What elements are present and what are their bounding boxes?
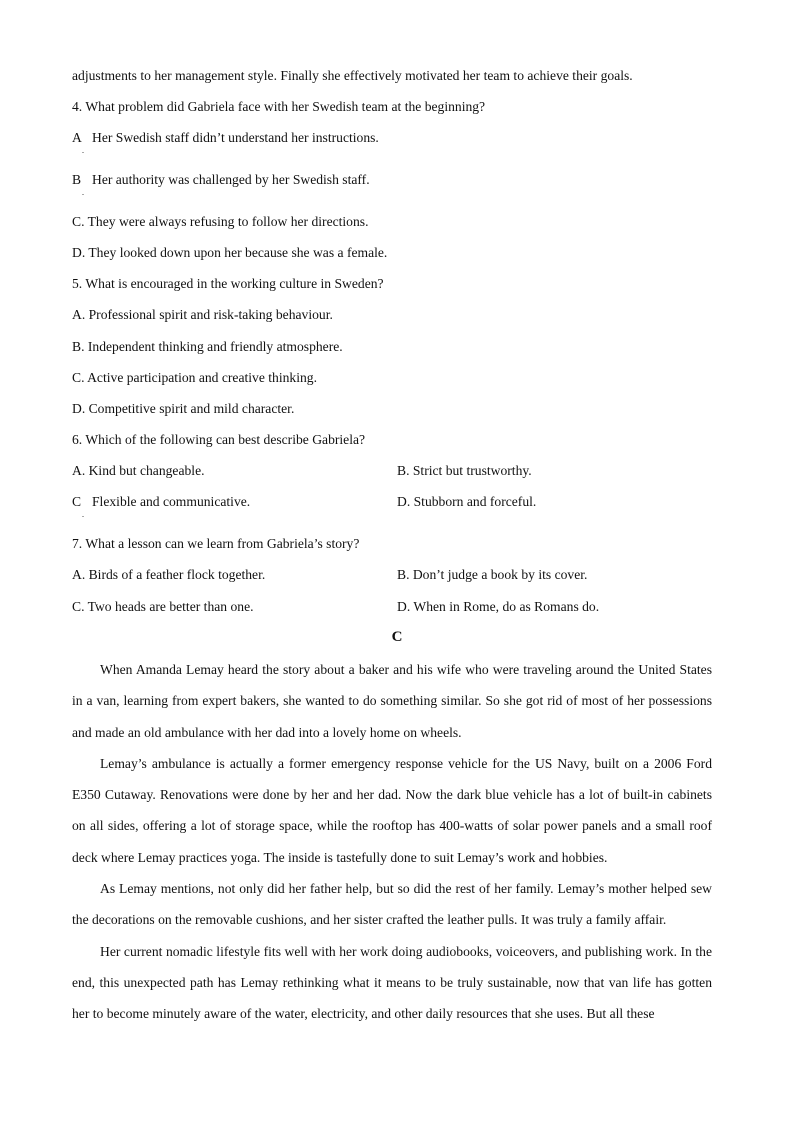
q6-option-a: A. Kind but changeable. [72, 463, 205, 478]
q5-option-c: C. Active participation and creative thinking. [72, 370, 317, 385]
q5-option-a: A. Professional spirit and risk-taking behaviour. [72, 307, 333, 322]
q6-option-c [72, 493, 251, 519]
passage-paragraph-2: Lemay’s ambulance is actually a former emergency response vehicle for the US Navy, built on a 2006 Ford E350 Cutaway. Renovations were done by her and her dad. Now the dark blue vehicle has a lot of built-in cabinets on all sides, offering a lot of storage space, while the rooftop has 400-watts of solar power panels and a small roof deck where Lemay practices yoga. The inside is tastefully done to suit Lemay’s work and hobbies. [72, 755, 712, 865]
q7-option-c: C. Two heads are better than one. [72, 599, 254, 614]
section-c-passage [72, 654, 712, 1030]
question-4: 4. What problem did Gabriela face with her Swedish team at the beginning? [72, 99, 486, 114]
q7-option-b: B. Don’t judge a book by its cover. [397, 567, 588, 582]
q4-option-b-dot: . [82, 188, 84, 197]
section-c-heading: C [391, 629, 403, 645]
q6-option-b: B. Strict but trustworthy. [397, 463, 532, 478]
passage-paragraph-4: Her current nomadic lifestyle fits well with her work doing audiobooks, voiceovers, and publishing work. In the end, this unexpected path has Lemay rethinking what it means to be truly sustainable, now that van life has gotten her to become minutely aware of the water, electricity, and other daily resources that she uses. But all these [72, 943, 712, 1022]
q6-option-c-text: Flexible and communicative. [92, 494, 251, 509]
q6-option-c-dot: . [82, 510, 84, 519]
q4-option-a-letter: A [72, 130, 82, 145]
q7-option-d: D. When in Rome, do as Romans do. [397, 599, 600, 614]
q4-option-b [72, 171, 370, 197]
q4-option-a [72, 129, 379, 155]
passage-b-last-line: adjustments to her management style. Finally she effectively motivated her team to achieve their goals. [72, 68, 633, 83]
q4-option-a-dot: . [82, 146, 84, 155]
q6-option-d: D. Stubborn and forceful. [397, 494, 537, 509]
q7-option-a: A. Birds of a feather flock together. [72, 567, 266, 582]
q5-option-d: D. Competitive spirit and mild character. [72, 401, 295, 416]
question-7: 7. What a lesson can we learn from Gabriela’s story? [72, 536, 360, 551]
passage-paragraph-1: When Amanda Lemay heard the story about a baker and his wife who were traveling around the United States in a van, learning from expert bakers, she wanted to do something similar. So she got rid of most of her possessions and made an old ambulance with her dad into a lovely home on wheels. [72, 662, 712, 740]
q4-option-d: D. They looked down upon her because she was a female. [72, 245, 388, 260]
question-5: 5. What is encouraged in the working culture in Sweden? [72, 276, 384, 291]
q4-option-a-text: Her Swedish staff didn’t understand her instructions. [92, 130, 379, 145]
passage-paragraph-3: As Lemay mentions, not only did her father help, but so did the rest of her family. Lemay’s mother helped sew the decorations on the removable cushions, and her sister crafted the leather pulls. It was truly a family affair. [72, 881, 712, 928]
q6-option-c-letter: C [72, 494, 82, 509]
q4-option-b-text: Her authority was challenged by her Swedish staff. [92, 172, 370, 187]
question-6: 6. Which of the following can best describe Gabriela? [72, 432, 366, 447]
q5-option-b: B. Independent thinking and friendly atmosphere. [72, 339, 343, 354]
q4-option-c: C. They were always refusing to follow her directions. [72, 214, 369, 229]
q4-option-b-letter: B [72, 172, 82, 187]
